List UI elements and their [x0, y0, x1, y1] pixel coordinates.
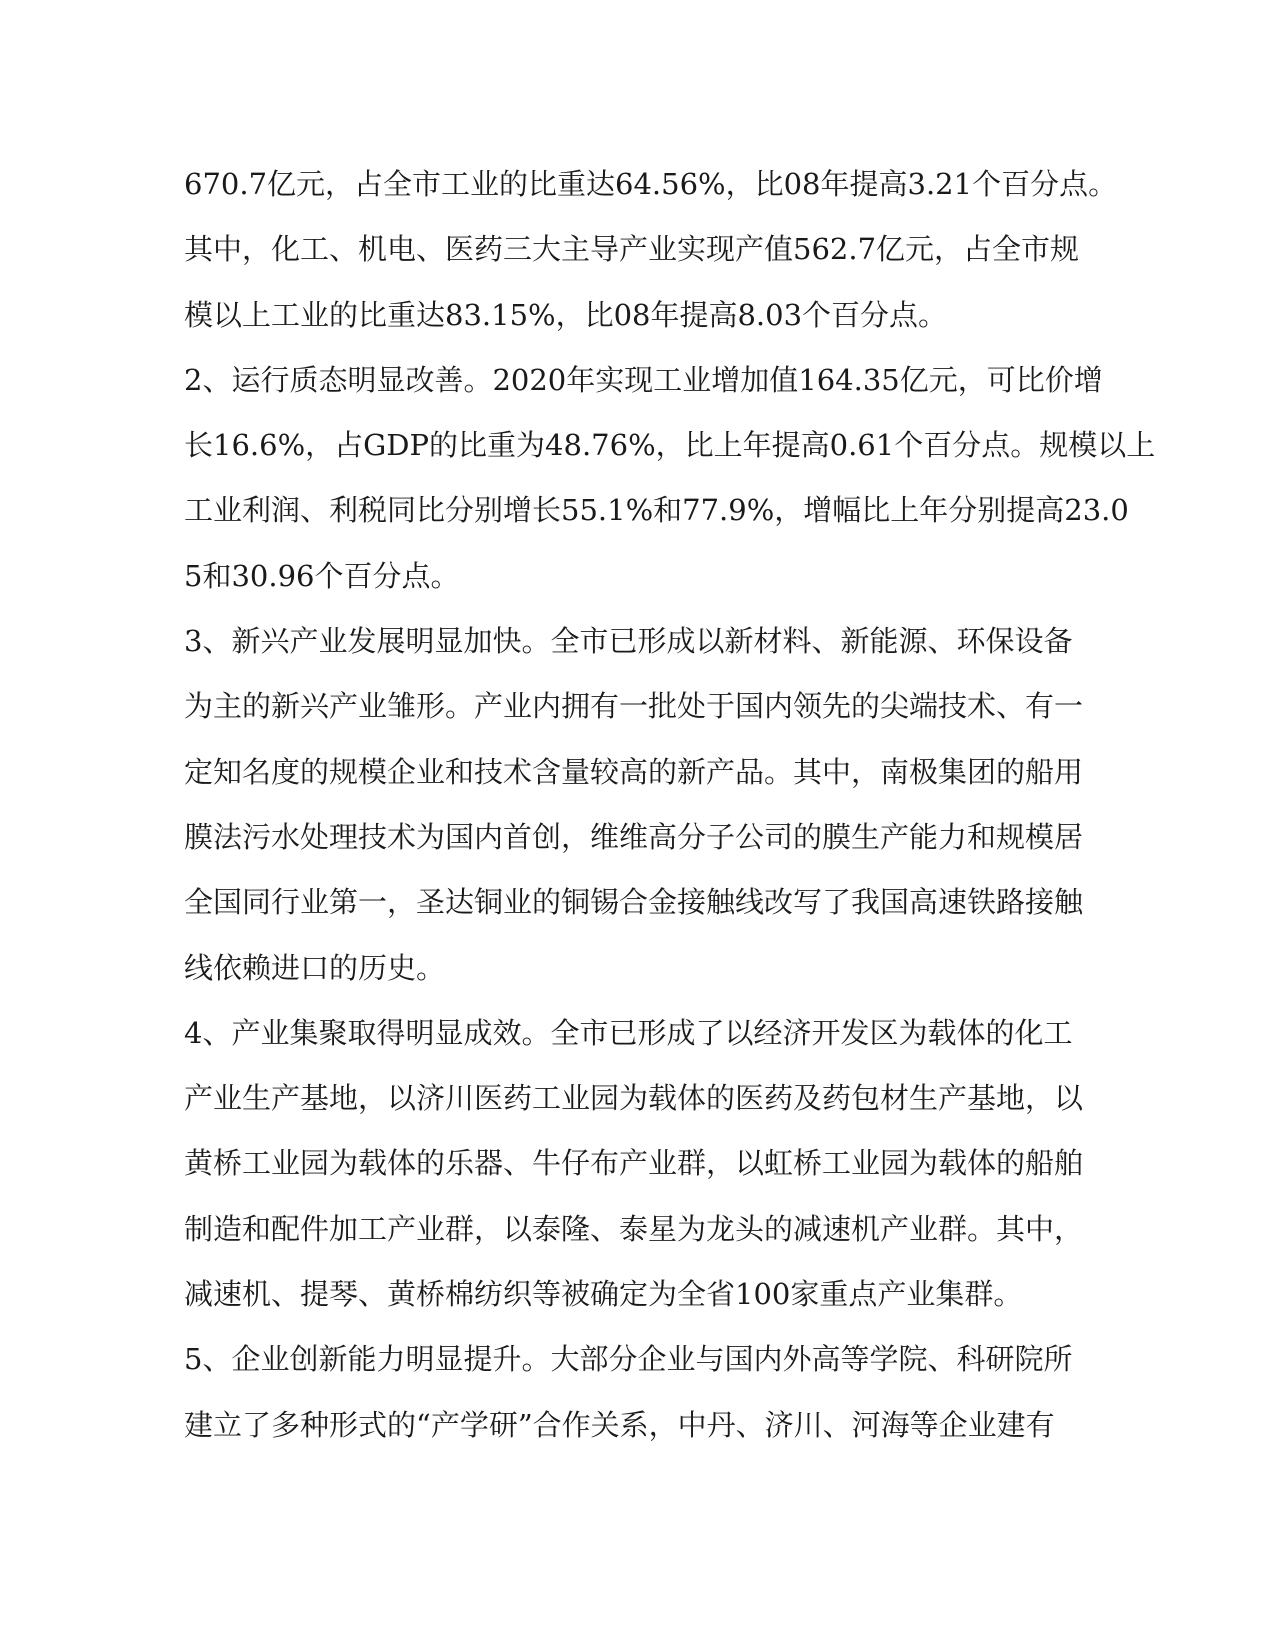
text-line: 3、新兴产业发展明显加快。全市已形成以新材料、新能源、环保设备: [184, 624, 1073, 659]
text-line: 2、运行质态明显改善。2020年实现工业增加值164.35亿元，可比价增: [184, 362, 1103, 397]
text-line: 4、产业集聚取得明显成效。全市已形成了以经济开发区为载体的化工: [184, 1015, 1073, 1050]
text-line: 670.7亿元，占全市工业的比重达64.56%，比08年提高3.21个百分点。: [184, 167, 1118, 201]
text-line: 工业利润、利税同比分别增长55.1%和77.9%，增幅比上年分别提高23.0: [184, 493, 1129, 528]
text-line: 膜法污水处理技术为国内首创，维维高分子公司的膜生产能力和规模居: [184, 819, 1084, 854]
text-line: 减速机、提琴、黄桥棉纺织等被确定为全省100家重点产业集群。: [184, 1277, 1023, 1312]
text-line: 制造和配件加工产业群，以泰隆、泰星为龙头的减速机产业群。其中，: [184, 1211, 1084, 1246]
text-line: 线依赖进口的历史。: [184, 950, 446, 985]
text-line: 5、企业创新能力明显提升。大部分企业与国内外高等学院、科研院所: [184, 1342, 1073, 1377]
body-text: [184, 152, 1156, 1458]
text-line: 长16.6%，占GDP的比重为48.76%，比上年提高0.61个百分点。规模以上: [184, 428, 1156, 463]
text-line: 全国同行业第一，圣达铜业的铜锡合金接触线改写了我国高速铁路接触: [184, 885, 1084, 920]
text-line: 模以上工业的比重达83.15%，比08年提高8.03个百分点。: [184, 297, 948, 332]
text-line: 产业生产基地，以济川医药工业园为载体的医药及药包材生产基地，以: [184, 1081, 1084, 1116]
text-line: 为主的新兴产业雏形。产业内拥有一批处于国内领先的尖端技术、有一: [184, 689, 1084, 724]
text-line: 定知名度的规模企业和技术含量较高的新产品。其中，南极集团的船用: [184, 754, 1084, 789]
text-line: 其中，化工、机电、医药三大主导产业实现产值562.7亿元，占全市规: [184, 232, 1080, 267]
text-line: 5和30.96个百分点。: [184, 558, 460, 593]
text-line: 黄桥工业园为载体的乐器、牛仔布产业群，以虹桥工业园为载体的船舶: [184, 1146, 1084, 1181]
text-line: 建立了多种形式的“产学研”合作关系，中丹、济川、河海等企业建有: [184, 1407, 1055, 1442]
